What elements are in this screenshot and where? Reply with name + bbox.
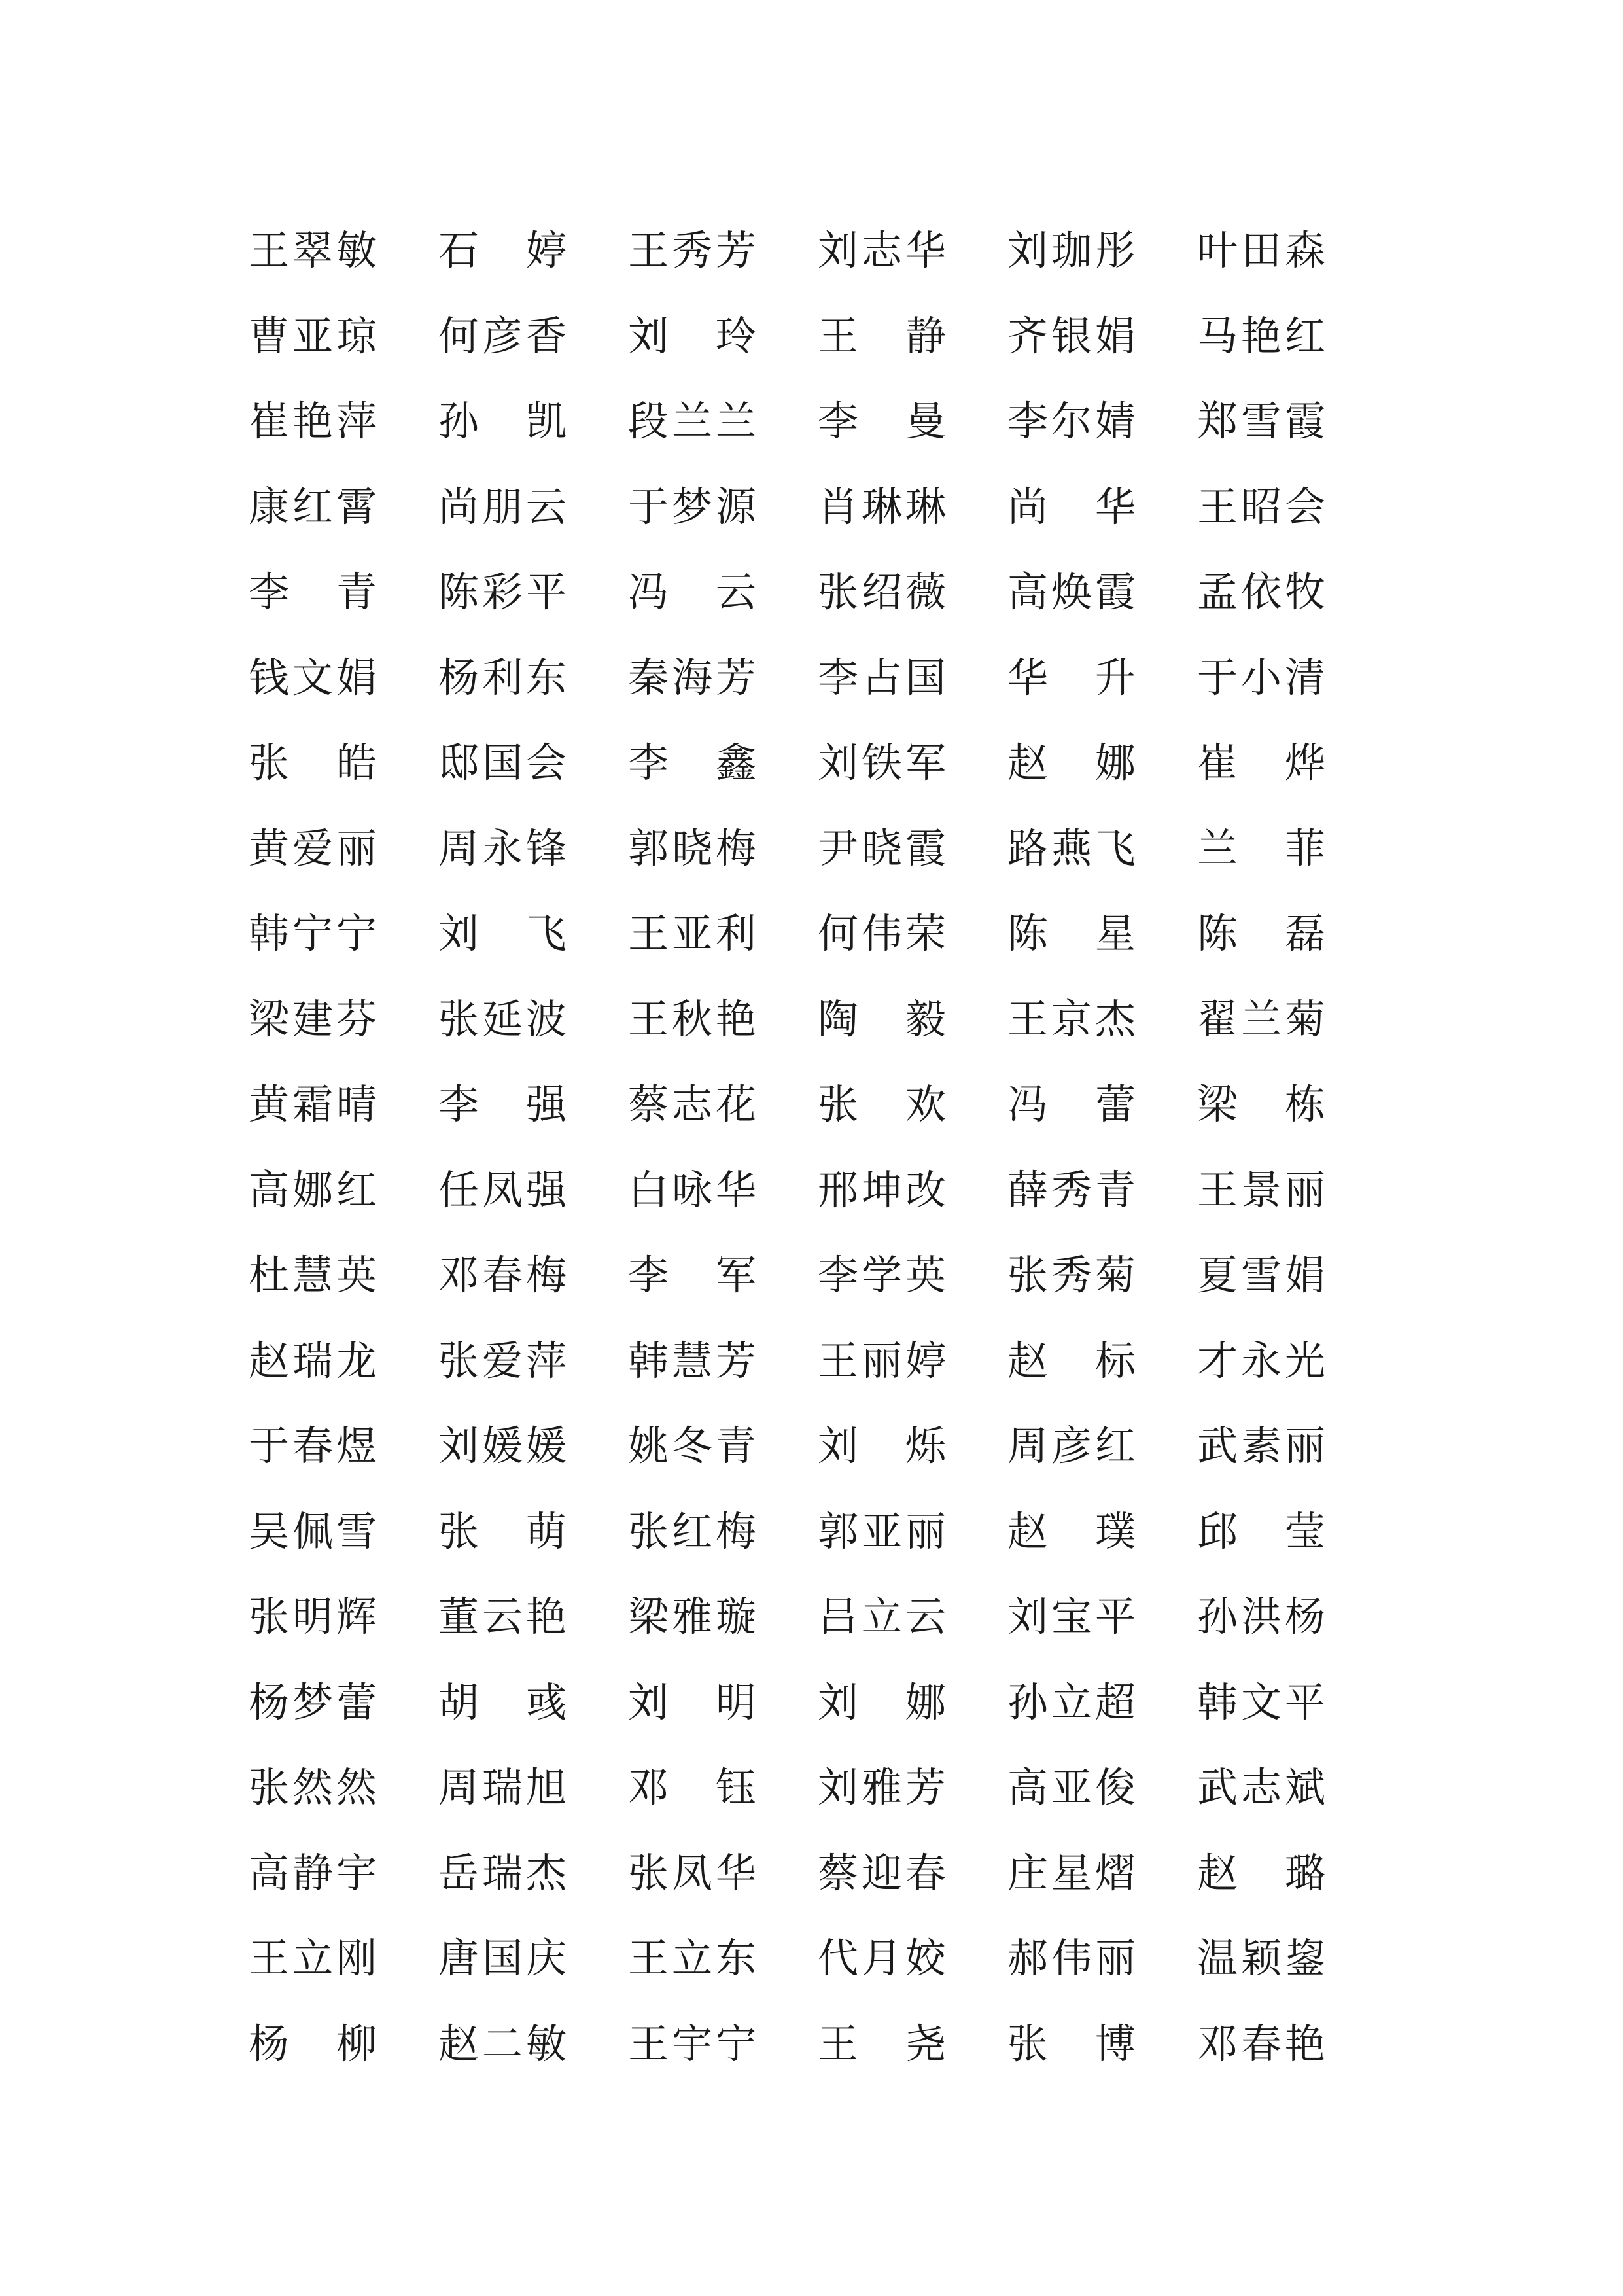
person-name: 陈 星 xyxy=(1007,910,1136,958)
person-name: 刘 玲 xyxy=(628,311,756,360)
name-cell xyxy=(1007,1916,1197,2002)
name-cell xyxy=(249,1574,438,1660)
name-cell xyxy=(249,977,438,1063)
person-name: 崔 烨 xyxy=(1197,739,1325,787)
name-cell xyxy=(628,1831,818,1916)
person-name: 华 升 xyxy=(1007,653,1136,701)
person-name: 胡 彧 xyxy=(438,1678,567,1726)
person-name: 赵 璞 xyxy=(1007,1507,1136,1555)
person-name: 张 萌 xyxy=(438,1507,567,1555)
name-cell xyxy=(1197,720,1387,806)
person-name: 李 鑫 xyxy=(628,739,756,787)
name-cell xyxy=(818,465,1007,550)
name-cell xyxy=(438,1404,628,1489)
person-name: 王 立 刚 xyxy=(249,1934,377,1983)
name-cell xyxy=(818,1233,1007,1318)
name-cell xyxy=(818,2002,1007,2087)
name-cell xyxy=(1007,1831,1197,1916)
person-name: 王 秋 艳 xyxy=(628,995,756,1043)
person-name: 刘 烁 xyxy=(818,1422,946,1470)
person-name: 路 燕 飞 xyxy=(1007,824,1136,872)
person-name: 韩 文 平 xyxy=(1197,1678,1325,1726)
person-name: 薛 秀 青 xyxy=(1007,1165,1136,1214)
name-cell xyxy=(628,635,818,721)
person-name: 张 博 xyxy=(1007,2019,1136,2068)
name-cell xyxy=(249,720,438,806)
name-cell xyxy=(1007,977,1197,1063)
person-name: 张 红 梅 xyxy=(628,1507,756,1555)
person-name: 王 亚 利 xyxy=(628,910,756,958)
person-name: 孟 依 牧 xyxy=(1197,568,1325,616)
name-cell xyxy=(1007,465,1197,550)
name-cell xyxy=(1197,294,1387,380)
name-cell xyxy=(1197,977,1387,1063)
person-name: 董 云 艳 xyxy=(438,1593,567,1641)
name-cell xyxy=(1007,1318,1197,1404)
name-cell xyxy=(438,465,628,550)
name-cell xyxy=(628,1745,818,1831)
person-name: 梁 雅 璇 xyxy=(628,1593,756,1641)
name-cell xyxy=(1197,550,1387,635)
name-cell xyxy=(1007,720,1197,806)
person-name: 邓 春 梅 xyxy=(438,1251,567,1299)
name-cell xyxy=(249,1916,438,2002)
person-name: 王 静 xyxy=(818,311,946,360)
person-name: 刘 珈 彤 xyxy=(1007,226,1136,275)
person-name: 周 永 锋 xyxy=(438,824,567,872)
name-cell xyxy=(1197,1660,1387,1746)
name-cell xyxy=(818,806,1007,892)
name-cell xyxy=(438,977,628,1063)
name-cell xyxy=(1007,1404,1197,1489)
name-cell xyxy=(628,1233,818,1318)
person-name: 刘 志 华 xyxy=(818,226,946,275)
person-name: 武 素 丽 xyxy=(1197,1422,1325,1470)
person-name: 康 红 霄 xyxy=(249,482,377,531)
name-cell xyxy=(249,2002,438,2087)
name-list xyxy=(249,208,1387,2087)
person-name: 邓 钰 xyxy=(628,1763,756,1812)
name-cell xyxy=(249,806,438,892)
name-cell xyxy=(628,465,818,550)
name-cell xyxy=(818,635,1007,721)
person-name: 李 学 英 xyxy=(818,1251,946,1299)
person-name: 孙 立 超 xyxy=(1007,1678,1136,1726)
name-cell xyxy=(438,1745,628,1831)
person-name: 邓 春 艳 xyxy=(1197,2019,1325,2068)
name-cell xyxy=(1007,1745,1197,1831)
person-name: 孙 凯 xyxy=(438,397,567,446)
name-cell xyxy=(1007,806,1197,892)
name-cell xyxy=(818,1916,1007,2002)
name-cell xyxy=(1197,465,1387,550)
name-cell xyxy=(438,1233,628,1318)
name-cell xyxy=(818,720,1007,806)
person-name: 秦 海 芳 xyxy=(628,653,756,701)
name-cell xyxy=(628,1489,818,1575)
person-name: 白 咏 华 xyxy=(628,1165,756,1214)
person-name: 赵 标 xyxy=(1007,1336,1136,1385)
person-name: 李 曼 xyxy=(818,397,946,446)
person-name: 刘 明 xyxy=(628,1678,756,1726)
person-name: 黄 爱 丽 xyxy=(249,824,377,872)
name-cell xyxy=(438,550,628,635)
name-cell xyxy=(1197,1318,1387,1404)
name-cell xyxy=(1197,1148,1387,1233)
name-cell xyxy=(249,891,438,977)
name-cell xyxy=(818,1148,1007,1233)
person-name: 高 娜 红 xyxy=(249,1165,377,1214)
person-name: 王 立 东 xyxy=(628,1934,756,1983)
name-cell xyxy=(1007,1148,1197,1233)
name-cell xyxy=(628,2002,818,2087)
name-cell xyxy=(628,208,818,294)
person-name: 唐 国 庆 xyxy=(438,1934,567,1983)
name-cell xyxy=(1007,379,1197,465)
name-cell xyxy=(818,1062,1007,1148)
person-name: 杨 梦 蕾 xyxy=(249,1678,377,1726)
name-cell xyxy=(249,465,438,550)
person-name: 尚 华 xyxy=(1007,482,1136,531)
name-cell xyxy=(818,379,1007,465)
name-cell xyxy=(249,1233,438,1318)
person-name: 李 青 xyxy=(249,568,377,616)
person-name: 钱 文 娟 xyxy=(249,653,377,701)
person-name: 陈 彩 平 xyxy=(438,568,567,616)
person-name: 赵 璐 xyxy=(1197,1848,1325,1897)
person-name: 于 春 煜 xyxy=(249,1422,377,1470)
name-cell xyxy=(818,550,1007,635)
name-cell xyxy=(1007,1574,1197,1660)
name-cell xyxy=(1007,891,1197,977)
person-name: 马 艳 红 xyxy=(1197,311,1325,360)
person-name: 刘 飞 xyxy=(438,910,567,958)
person-name: 夏 雪 娟 xyxy=(1197,1251,1325,1299)
name-cell xyxy=(438,2002,628,2087)
person-name: 王 丽 婷 xyxy=(818,1336,946,1385)
person-name: 王 京 杰 xyxy=(1007,995,1136,1043)
name-cell xyxy=(438,1574,628,1660)
person-name: 任 凤 强 xyxy=(438,1165,567,1214)
name-cell xyxy=(818,1574,1007,1660)
name-cell xyxy=(438,1831,628,1916)
person-name: 郑 雪 霞 xyxy=(1197,397,1325,446)
name-cell xyxy=(818,1318,1007,1404)
name-cell xyxy=(628,379,818,465)
person-name: 刘 娜 xyxy=(818,1678,946,1726)
person-name: 冯 蕾 xyxy=(1007,1080,1136,1129)
person-name: 李 强 xyxy=(438,1080,567,1129)
person-name: 郭 晓 梅 xyxy=(628,824,756,872)
name-cell xyxy=(1197,806,1387,892)
name-cell xyxy=(818,208,1007,294)
person-name: 蔡 志 花 xyxy=(628,1080,756,1129)
name-cell xyxy=(438,1489,628,1575)
name-cell xyxy=(628,550,818,635)
person-name: 何 伟 荣 xyxy=(818,910,946,958)
name-cell xyxy=(438,891,628,977)
name-cell xyxy=(1197,1489,1387,1575)
person-name: 刘 雅 芳 xyxy=(818,1763,946,1812)
name-cell xyxy=(1197,1233,1387,1318)
name-cell xyxy=(1197,891,1387,977)
person-name: 段 兰 兰 xyxy=(628,397,756,446)
person-name: 孙 洪 杨 xyxy=(1197,1593,1325,1641)
person-name: 赵 娜 xyxy=(1007,739,1136,787)
person-name: 代 月 姣 xyxy=(818,1934,946,1983)
name-cell xyxy=(1197,379,1387,465)
name-cell xyxy=(628,1574,818,1660)
person-name: 刘 宝 平 xyxy=(1007,1593,1136,1641)
name-cell xyxy=(249,379,438,465)
person-name: 赵 二 敏 xyxy=(438,2019,567,2068)
name-cell xyxy=(438,379,628,465)
person-name: 赵 瑞 龙 xyxy=(249,1336,377,1385)
person-name: 王 昭 会 xyxy=(1197,482,1325,531)
person-name: 庄 星 熠 xyxy=(1007,1848,1136,1897)
name-cell xyxy=(249,1745,438,1831)
name-cell xyxy=(1197,635,1387,721)
name-cell xyxy=(438,294,628,380)
person-name: 吕 立 云 xyxy=(818,1593,946,1641)
name-cell xyxy=(1007,635,1197,721)
person-name: 杨 柳 xyxy=(249,2019,377,2068)
person-name: 李 军 xyxy=(628,1251,756,1299)
name-cell xyxy=(628,1318,818,1404)
name-cell xyxy=(1197,2002,1387,2087)
person-name: 叶 田 森 xyxy=(1197,226,1325,275)
name-cell xyxy=(628,977,818,1063)
name-cell xyxy=(818,891,1007,977)
person-name: 邱 莹 xyxy=(1197,1507,1325,1555)
person-name: 刘 铁 军 xyxy=(818,739,946,787)
name-cell xyxy=(818,977,1007,1063)
name-cell xyxy=(438,720,628,806)
person-name: 武 志 斌 xyxy=(1197,1763,1325,1812)
name-cell xyxy=(628,294,818,380)
name-cell xyxy=(818,294,1007,380)
person-name: 高 静 宇 xyxy=(249,1848,377,1897)
person-name: 石 婷 xyxy=(438,226,567,275)
name-cell xyxy=(438,1318,628,1404)
person-name: 张 欢 xyxy=(818,1080,946,1129)
name-cell xyxy=(818,1404,1007,1489)
person-name: 高 焕 霞 xyxy=(1007,568,1136,616)
person-name: 张 秀 菊 xyxy=(1007,1251,1136,1299)
name-cell xyxy=(628,806,818,892)
name-cell xyxy=(628,1062,818,1148)
name-cell xyxy=(249,1831,438,1916)
person-name: 张 凤 华 xyxy=(628,1848,756,1897)
person-name: 杨 利 东 xyxy=(438,653,567,701)
person-name: 翟 兰 菊 xyxy=(1197,995,1325,1043)
person-name: 高 亚 俊 xyxy=(1007,1763,1136,1812)
person-name: 冯 云 xyxy=(628,568,756,616)
person-name: 齐 银 娟 xyxy=(1007,311,1136,360)
name-cell xyxy=(249,1318,438,1404)
name-cell xyxy=(249,635,438,721)
person-name: 尚 朋 云 xyxy=(438,482,567,531)
name-cell xyxy=(249,208,438,294)
name-cell xyxy=(249,1404,438,1489)
person-name: 王 尧 xyxy=(818,2019,946,2068)
person-name: 杜 慧 英 xyxy=(249,1251,377,1299)
name-cell xyxy=(1007,1233,1197,1318)
name-cell xyxy=(438,806,628,892)
name-cell xyxy=(818,1660,1007,1746)
person-name: 于 梦 源 xyxy=(628,482,756,531)
name-cell xyxy=(1197,1831,1387,1916)
person-name: 岳 瑞 杰 xyxy=(438,1848,567,1897)
name-cell xyxy=(1007,1062,1197,1148)
person-name: 张 皓 xyxy=(249,739,377,787)
name-cell xyxy=(628,891,818,977)
person-name: 姚 冬 青 xyxy=(628,1422,756,1470)
person-name: 王 景 丽 xyxy=(1197,1165,1325,1214)
person-name: 王 翠 敏 xyxy=(249,226,377,275)
person-name: 张 延 波 xyxy=(438,995,567,1043)
person-name: 李 占 国 xyxy=(818,653,946,701)
name-cell xyxy=(628,1404,818,1489)
person-name: 邸 国 会 xyxy=(438,739,567,787)
person-name: 张 爱 萍 xyxy=(438,1336,567,1385)
name-cell xyxy=(1007,2002,1197,2087)
name-cell xyxy=(1007,208,1197,294)
name-cell xyxy=(1197,1745,1387,1831)
person-name: 曹 亚 琼 xyxy=(249,311,377,360)
person-name: 黄 霜 晴 xyxy=(249,1080,377,1129)
person-name: 肖 琳 琳 xyxy=(818,482,946,531)
name-cell xyxy=(628,1660,818,1746)
person-name: 梁 栋 xyxy=(1197,1080,1325,1129)
name-cell xyxy=(249,550,438,635)
person-name: 温 颖 鋆 xyxy=(1197,1934,1325,1983)
name-cell xyxy=(1007,294,1197,380)
person-name: 郝 伟 丽 xyxy=(1007,1934,1136,1983)
person-name: 张 绍 薇 xyxy=(818,568,946,616)
name-cell xyxy=(818,1489,1007,1575)
name-cell xyxy=(1197,1916,1387,2002)
name-cell xyxy=(249,294,438,380)
person-name: 尹 晓 霞 xyxy=(818,824,946,872)
person-name: 王 宇 宁 xyxy=(628,2019,756,2068)
person-name: 蔡 迎 春 xyxy=(818,1848,946,1897)
name-cell xyxy=(1197,1574,1387,1660)
name-cell xyxy=(1197,1404,1387,1489)
person-name: 兰 菲 xyxy=(1197,824,1325,872)
name-cell xyxy=(438,635,628,721)
name-cell xyxy=(1007,1489,1197,1575)
person-name: 刘 媛 媛 xyxy=(438,1422,567,1470)
person-name: 韩 慧 芳 xyxy=(628,1336,756,1385)
name-cell xyxy=(249,1489,438,1575)
person-name: 崔 艳 萍 xyxy=(249,397,377,446)
name-cell xyxy=(438,208,628,294)
person-name: 李 尔 婧 xyxy=(1007,397,1136,446)
name-cell xyxy=(818,1745,1007,1831)
person-name: 梁 建 芬 xyxy=(249,995,377,1043)
person-name: 陶 毅 xyxy=(818,995,946,1043)
name-cell xyxy=(1007,1660,1197,1746)
person-name: 吴 佩 雪 xyxy=(249,1507,377,1555)
person-name: 周 彦 红 xyxy=(1007,1422,1136,1470)
person-name: 才 永 光 xyxy=(1197,1336,1325,1385)
name-cell xyxy=(628,1916,818,2002)
name-cell xyxy=(628,1148,818,1233)
name-cell xyxy=(438,1148,628,1233)
name-cell xyxy=(1007,550,1197,635)
person-name: 韩 宁 宁 xyxy=(249,910,377,958)
name-cell xyxy=(249,1660,438,1746)
name-cell xyxy=(438,1660,628,1746)
name-cell xyxy=(1197,1062,1387,1148)
person-name: 于 小 清 xyxy=(1197,653,1325,701)
name-cell xyxy=(818,1831,1007,1916)
person-name: 何 彦 香 xyxy=(438,311,567,360)
person-name: 王 秀 芳 xyxy=(628,226,756,275)
person-name: 张 然 然 xyxy=(249,1763,377,1812)
person-name: 周 瑞 旭 xyxy=(438,1763,567,1812)
name-cell xyxy=(438,1062,628,1148)
name-cell xyxy=(438,1916,628,2002)
person-name: 张 明 辉 xyxy=(249,1593,377,1641)
name-cell xyxy=(628,720,818,806)
person-name: 陈 磊 xyxy=(1197,910,1325,958)
person-name: 邢 坤 改 xyxy=(818,1165,946,1214)
name-cell xyxy=(249,1062,438,1148)
person-name: 郭 亚 丽 xyxy=(818,1507,946,1555)
name-cell xyxy=(1197,208,1387,294)
name-cell xyxy=(249,1148,438,1233)
